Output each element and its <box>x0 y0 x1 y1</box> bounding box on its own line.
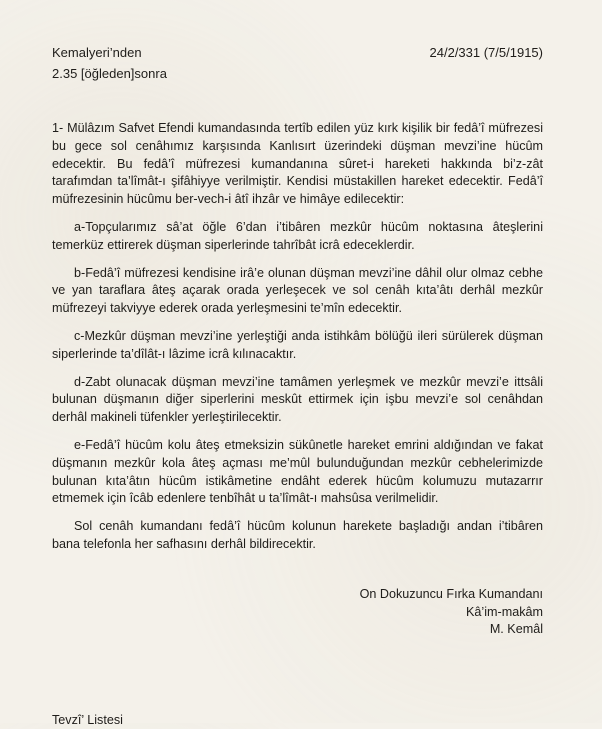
header-left <box>52 42 167 84</box>
paragraph-b: b-Fedâ’î müfrezesi kendisine irâ’e olunan düşman mevzi’ine dâhil olur olmaz cebhe ve yan taraflara âteş açarak orada yerleşecek ve sol cenâh kıta’âtı derhâl mezkûr müfrezeyi takviyye ederek orada yerleşmesini te’mîn edecektir. <box>52 265 543 316</box>
paragraph-closing: Sol cenâh kumandanı fedâ’î hücûm kolunun harekete başladığı andan i’tibâren bana telefonla her safhasını derhâl bildirecektir. <box>52 519 543 551</box>
signature-name: M. Kemâl <box>489 622 543 637</box>
document-page <box>52 42 543 639</box>
paragraph-c: c-Mezkûr düşman mevzi’ine yerleştiği anda istihkâm bölüğü ileri sürülerek düşman siperlerinde ta’dîlât-ı lâzime icrâ kılınacaktır. <box>52 328 543 361</box>
origin-place: Kemalyeri’nden <box>52 45 142 60</box>
signature-title: On Dokuzuncu Fırka Kumandanı <box>359 586 543 601</box>
paragraph-1: 1- Mülâzım Safvet Efendi kumandasında tertîb edilen yüz kırk kişilik bir fedâ’î müfrezesi bu gece sol cenâhımız karşısında Kanlısırt üzerindeki düşman mevzi’ine hücûm edecektir. Bu fedâ’î müfrezesi kumandanına sûret-i hareketi hakkında bi’z-zât tarafımdan ta’lîmât-ı şifâhiyye verilmiştir. Kendisi müstakillen hareket edecektir. Fedâ’î müfrezesinin hücûmu ber-vech-i âtî ihzâr ve himâye edilecektir: <box>52 121 543 207</box>
paragraph-a: a-Topçularımız sâ’at öğle 6’dan i’tibâren mezkûr hücûm noktasına âteşlerini temerküz ettirerek düşman siperlerinde tahrîbât icrâ edeceklerdir. <box>52 219 543 252</box>
paragraph-e: e-Fedâ’î hücûm kolu âteş etmeksizin sükûnetle hareket emrini aldığından ve fakat düşmanın mezkûr kola âteş açması me’mûl bulunduğundan mezkûr cebhelerimizde bulunan kıta’âtın hücûm istikâmetine endâht ederek hücûm kolumuzu mutazarrır etmemek için îcâb edenlere tenbîhât u ta’lîmât-ı mahsûsa verilmelidir. <box>52 437 543 506</box>
document-date: 24/2/331 (7/5/1915) <box>429 45 543 60</box>
document-header <box>52 42 543 86</box>
signature-block <box>52 586 543 639</box>
signature-rank: Kâ’im-makâm <box>466 604 543 619</box>
distribution-list-label: Tevzî’ Listesi <box>52 713 123 727</box>
paragraph-d: d-Zabt olunacak düşman mevzi’ine tamâmen yerleşmek ve mezkûr mevzi’e ittsâli bulunan düşmanın diğer siperlerini meskût ettirmek için işbu mevzi’e sol cenâhdan derhâl makineli tüfenkler yerleştirilecektir. <box>52 374 543 425</box>
origin-time: 2.35 [öğleden]sonra <box>52 66 167 81</box>
